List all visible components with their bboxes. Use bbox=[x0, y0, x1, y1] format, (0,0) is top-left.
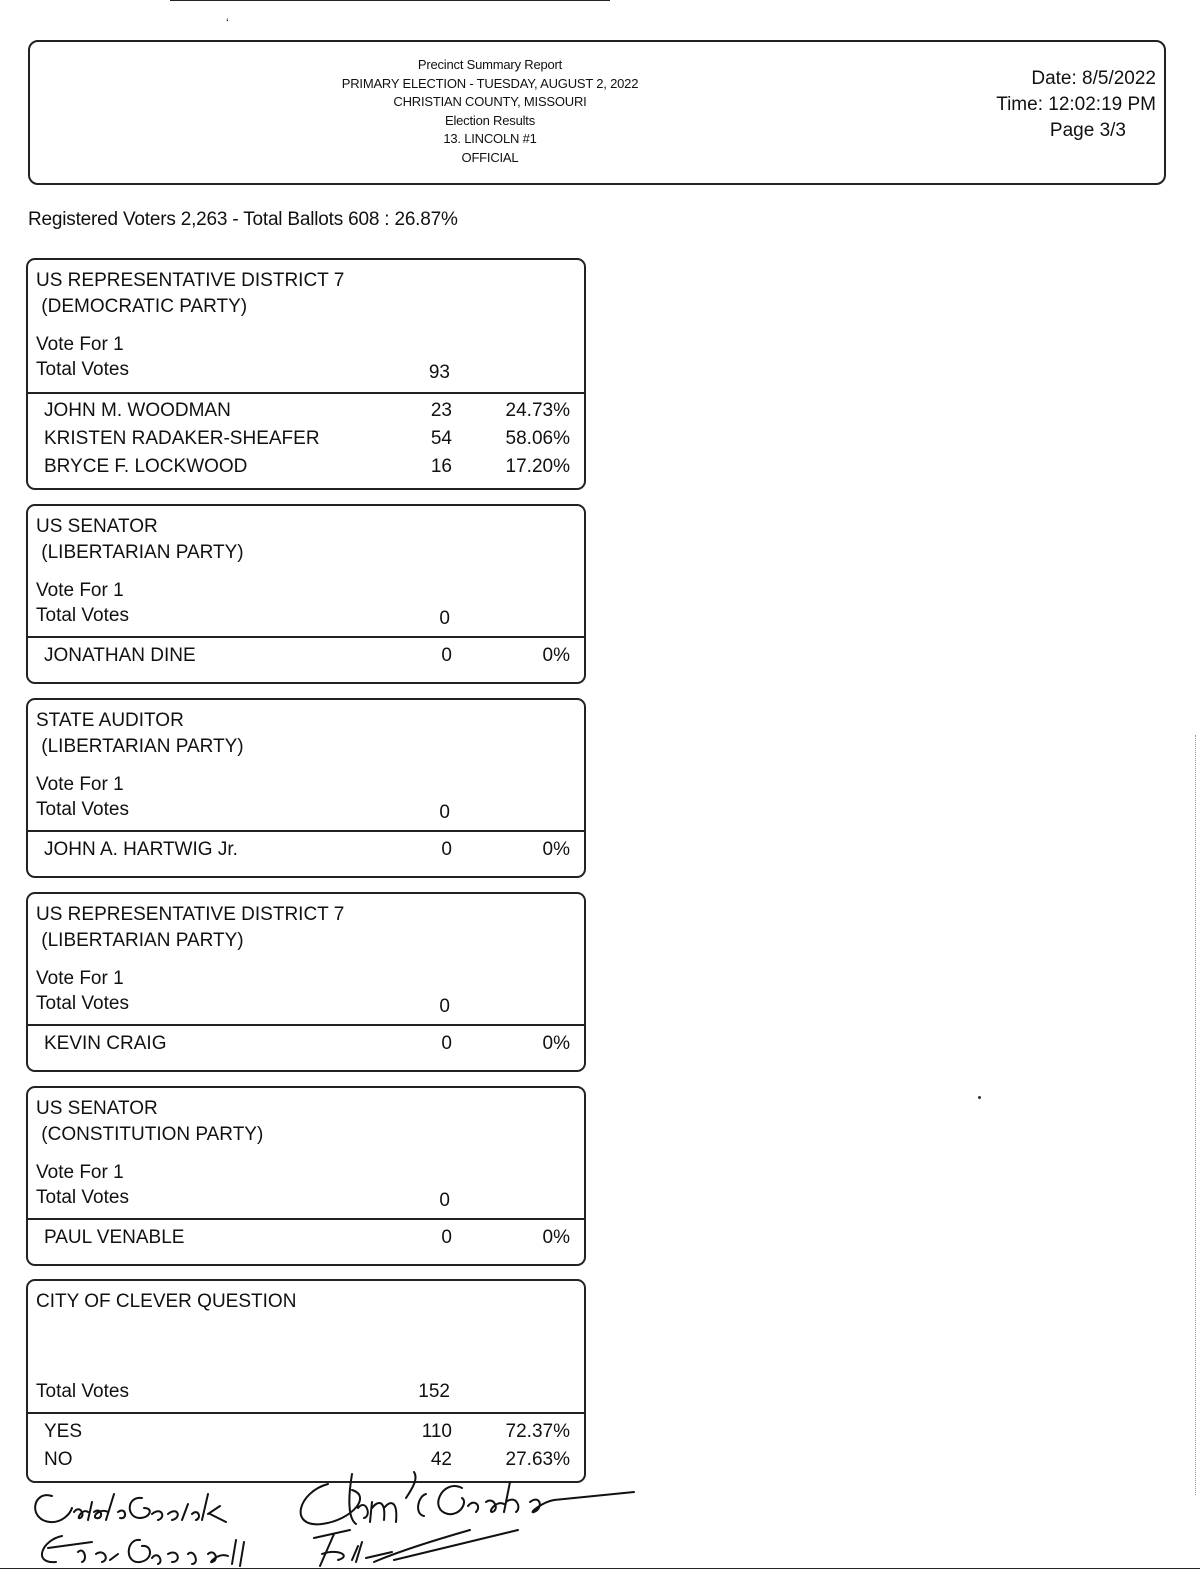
candidate-row bbox=[44, 1033, 570, 1059]
candidate-percent: 27.63% bbox=[505, 1449, 570, 1470]
total-votes-value: 93 bbox=[428, 362, 450, 383]
candidate-name: JOHN A. HARTWIG Jr. bbox=[44, 839, 238, 860]
candidate-row bbox=[44, 839, 570, 865]
total-votes-label: Total Votes bbox=[36, 359, 129, 380]
contest-box bbox=[26, 1279, 586, 1483]
candidate-row bbox=[44, 1421, 570, 1447]
total-votes-label: Total Votes bbox=[36, 605, 129, 626]
candidate-row bbox=[44, 456, 570, 482]
contest-divider bbox=[28, 636, 584, 638]
report-date: Date: 8/5/2022 bbox=[1031, 68, 1156, 89]
contest-box bbox=[26, 698, 586, 878]
report-time: Time: 12:02:19 PM bbox=[996, 94, 1156, 115]
contest-divider bbox=[28, 1218, 584, 1220]
report-subtitle: Election Results bbox=[444, 112, 535, 128]
page-bottom-rule bbox=[0, 1568, 1200, 1569]
candidate-percent: 58.06% bbox=[505, 428, 570, 449]
signatures bbox=[22, 1468, 642, 1573]
report-status: OFFICIAL bbox=[461, 149, 519, 165]
total-votes-label: Total Votes bbox=[36, 993, 129, 1014]
contest-title-line1: US REPRESENTATIVE DISTRICT 7 bbox=[36, 270, 345, 291]
vote-for-label: Vote For 1 bbox=[36, 334, 124, 355]
contest-title bbox=[36, 902, 344, 954]
contest-title bbox=[36, 514, 244, 566]
county-name: CHRISTIAN COUNTY, MISSOURI bbox=[393, 94, 587, 109]
contest-title-line2: (DEMOCRATIC PARTY) bbox=[36, 296, 248, 317]
candidate-name: JONATHAN DINE bbox=[44, 645, 196, 666]
candidate-percent: 0% bbox=[542, 1227, 570, 1248]
candidate-row bbox=[44, 400, 570, 426]
signature-john bbox=[301, 1472, 634, 1524]
candidate-name: JOHN M. WOODMAN bbox=[44, 400, 231, 421]
contest-divider bbox=[28, 830, 584, 832]
total-votes-value: 0 bbox=[439, 996, 450, 1017]
contest-title-line2: (LIBERTARIAN PARTY) bbox=[36, 930, 244, 951]
vote-for-label: Vote For 1 bbox=[36, 774, 124, 795]
contest-title-line2: (CONSTITUTION PARTY) bbox=[36, 1124, 264, 1145]
total-votes-value: 0 bbox=[439, 608, 450, 629]
candidate-percent: 0% bbox=[542, 645, 570, 666]
candidate-votes: 23 bbox=[430, 400, 452, 421]
total-votes-value: 0 bbox=[439, 1190, 450, 1211]
candidate-name: BRYCE F. LOCKWOOD bbox=[44, 456, 248, 477]
total-votes-label: Total Votes bbox=[36, 1187, 129, 1208]
vote-for-label: Vote For 1 bbox=[36, 968, 124, 989]
contest-box bbox=[26, 1086, 586, 1266]
precinct-name: 13. LINCOLN #1 bbox=[443, 131, 537, 146]
candidate-row bbox=[44, 428, 570, 454]
candidate-name: KRISTEN RADAKER-SHEAFER bbox=[44, 428, 320, 449]
candidate-name: KEVIN CRAIG bbox=[44, 1033, 167, 1054]
candidate-votes: 0 bbox=[441, 839, 452, 860]
candidate-percent: 0% bbox=[542, 839, 570, 860]
candidate-row bbox=[44, 645, 570, 671]
candidate-votes: 0 bbox=[441, 1033, 452, 1054]
vote-for-label: Vote For 1 bbox=[36, 1162, 124, 1183]
page-top-rule bbox=[170, 0, 610, 1]
contest-box bbox=[26, 892, 586, 1072]
candidate-percent: 24.73% bbox=[505, 400, 570, 421]
candidate-votes: 110 bbox=[421, 1421, 452, 1442]
total-votes-value: 0 bbox=[439, 802, 450, 823]
contest-title-line1: CITY OF CLEVER QUESTION bbox=[36, 1291, 297, 1312]
contest-box bbox=[26, 258, 586, 490]
election-name: PRIMARY ELECTION - TUESDAY, AUGUST 2, 2022 bbox=[341, 75, 639, 91]
candidate-name: PAUL VENABLE bbox=[44, 1227, 185, 1248]
candidate-name: NO bbox=[44, 1449, 73, 1470]
vote-for-label: Vote For 1 bbox=[36, 580, 124, 601]
contest-divider bbox=[28, 392, 584, 394]
signature-carla bbox=[35, 1494, 226, 1522]
candidate-percent: 72.37% bbox=[505, 1421, 570, 1442]
candidate-percent: 17.20% bbox=[505, 456, 570, 477]
candidate-row bbox=[44, 1227, 570, 1253]
registered-voters-line: Registered Voters 2,263 - Total Ballots 608 : 26.87% bbox=[28, 209, 458, 230]
contest-title bbox=[36, 268, 344, 320]
report-title: Precinct Summary Report bbox=[417, 57, 563, 72]
report-header-center bbox=[30, 56, 950, 167]
scan-speck bbox=[978, 1096, 981, 1099]
signature-lynn bbox=[42, 1536, 244, 1566]
contest-title-line2: (LIBERTARIAN PARTY) bbox=[36, 736, 244, 757]
scan-edge-marks bbox=[1195, 735, 1198, 1495]
candidate-votes: 54 bbox=[430, 428, 452, 449]
contest-title bbox=[36, 708, 244, 760]
contest-title bbox=[36, 1096, 263, 1148]
signature-initials bbox=[314, 1530, 518, 1566]
contest-title-line1: US SENATOR bbox=[36, 516, 158, 537]
contest-title-line2: (LIBERTARIAN PARTY) bbox=[36, 542, 244, 563]
candidate-percent: 0% bbox=[542, 1033, 570, 1054]
candidate-votes: 0 bbox=[441, 645, 452, 666]
total-votes-label: Total Votes bbox=[36, 1381, 129, 1402]
contest-title-line1: STATE AUDITOR bbox=[36, 710, 184, 731]
stray-mark: ‘ bbox=[226, 16, 229, 30]
candidate-votes: 16 bbox=[430, 456, 452, 477]
candidate-votes: 0 bbox=[441, 1227, 452, 1248]
report-page: Page 3/3 bbox=[1049, 120, 1126, 141]
contest-divider bbox=[28, 1412, 584, 1414]
candidate-votes: 42 bbox=[430, 1449, 452, 1470]
candidate-name: YES bbox=[44, 1421, 83, 1442]
total-votes-value: 152 bbox=[418, 1381, 450, 1402]
report-meta bbox=[996, 66, 1156, 144]
contest-title-line1: US REPRESENTATIVE DISTRICT 7 bbox=[36, 904, 345, 925]
total-votes-label: Total Votes bbox=[36, 799, 129, 820]
contest-title-line1: US SENATOR bbox=[36, 1098, 158, 1119]
report-header bbox=[28, 40, 1166, 185]
contest-divider bbox=[28, 1024, 584, 1026]
contest-title bbox=[36, 1289, 296, 1315]
contest-box bbox=[26, 504, 586, 684]
